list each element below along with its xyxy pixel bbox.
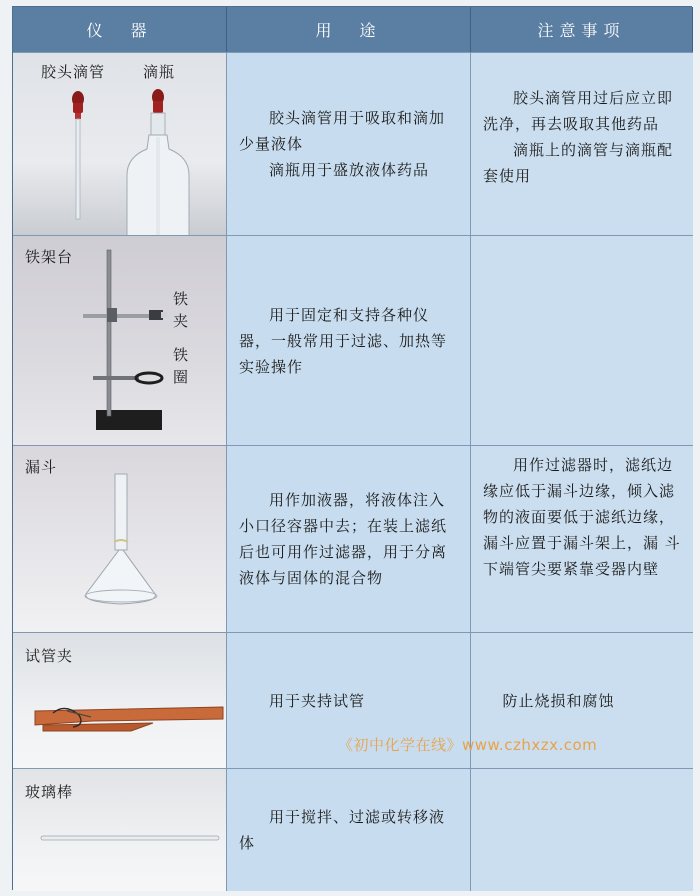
label-iron-ring: 铁圈	[173, 346, 189, 386]
usage-cell-dropper	[227, 52, 471, 235]
instrument-cell-tube-holder	[13, 632, 227, 768]
usage-dropper-text: 胶头滴管用于吸取和滴加少量液体	[239, 109, 446, 153]
usage-bottle-text: 滴瓶用于盛放液体药品	[269, 161, 430, 179]
notes-cell-funnel	[471, 445, 693, 632]
dropper-and-bottle-image	[13, 53, 227, 235]
instrument-cell-funnel	[13, 445, 227, 632]
instrument-name-dropper: 胶头滴管	[41, 63, 106, 81]
header-usage: 用 途	[227, 7, 471, 52]
watermark-text: 《初中化学在线》www.czhxzx.com	[338, 736, 598, 754]
test-tube-holder-image	[13, 633, 227, 768]
usage-cell-glass-rod	[227, 768, 471, 891]
usage-funnel-text: 用作加液器，将液体注入小口径容器中去；在装上滤纸后也可用作过滤器，用于分离液体与固体的混合物	[239, 491, 448, 587]
iron-stand-image	[13, 236, 227, 445]
notes-cell-iron-stand	[471, 235, 693, 445]
notes-tube-holder-text: 防止烧损和腐蚀	[502, 691, 615, 710]
usage-glass-rod-text: 用于搅拌、过滤或转移液体	[239, 808, 446, 852]
notes-funnel-text: 用作过滤器时，滤纸边缘应低于漏斗边缘，倾入滤物的液面要低于滤纸边缘，漏斗应置于漏斗架上，漏 斗下端管尖要紧靠受器内壁	[483, 456, 681, 578]
instrument-cell-iron-stand	[13, 235, 227, 445]
instrument-name-tube-holder: 试管夹	[25, 647, 74, 665]
notes-bottle-text: 滴瓶上的滴管与滴瓶配套使用	[483, 141, 674, 185]
label-iron-clamp: 铁夹	[173, 290, 189, 330]
instrument-table	[12, 6, 692, 890]
usage-iron-stand-text: 用于固定和支持各种仪器，一般常用于过滤、加热等实验操作	[239, 305, 448, 376]
notes-dropper-text: 胶头滴管用过后应立即洗净，再去吸取其他药品	[483, 89, 674, 133]
usage-cell-funnel	[227, 445, 471, 632]
usage-tube-holder-text: 用于夹持试管	[269, 691, 366, 710]
instrument-cell-dropper	[13, 52, 227, 235]
instrument-name-funnel: 漏斗	[25, 458, 58, 476]
notes-cell-dropper	[471, 52, 693, 235]
notes-cell-glass-rod	[471, 768, 693, 891]
instrument-name-glass-rod: 玻璃棒	[25, 783, 74, 801]
funnel-image	[13, 446, 227, 632]
header-notes: 注意事项	[471, 7, 693, 52]
glass-rod-image	[13, 769, 227, 891]
instrument-name-dropping-bottle: 滴瓶	[143, 63, 176, 81]
usage-cell-iron-stand	[227, 235, 471, 445]
instrument-name-iron-stand: 铁架台	[25, 248, 74, 266]
header-instrument: 仪 器	[13, 7, 227, 52]
instrument-cell-glass-rod	[13, 768, 227, 891]
